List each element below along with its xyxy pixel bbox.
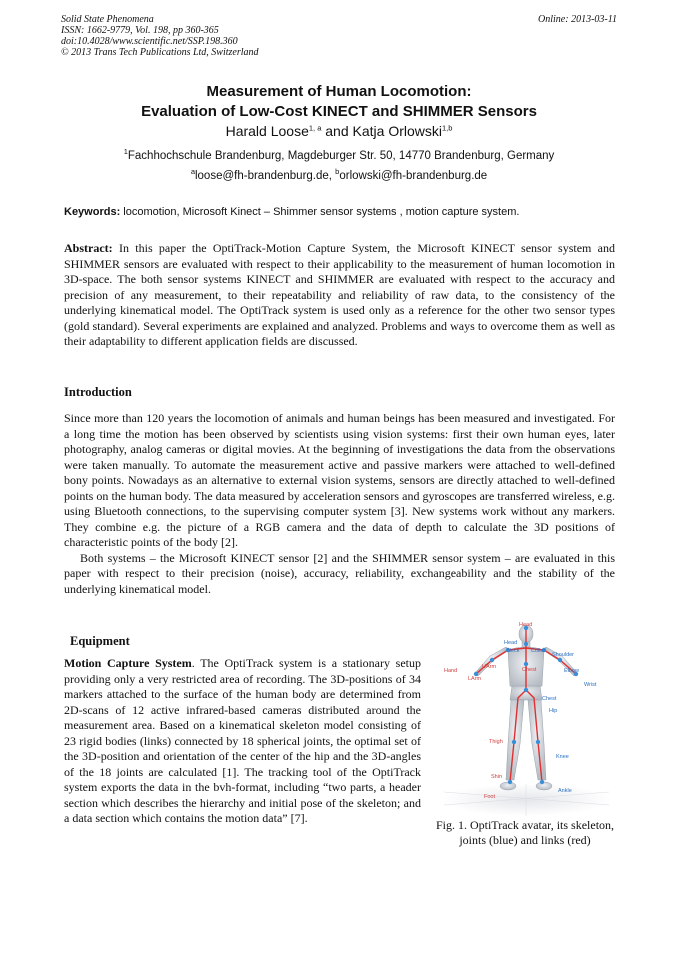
author-1-affil: 1, a: [308, 123, 322, 133]
paper-title: [40, 82, 638, 122]
journal-header: [61, 14, 617, 58]
motion-capture-paragraph: [64, 656, 421, 827]
optitrack-avatar-figure: [434, 620, 614, 820]
label-foot: Foot: [484, 794, 496, 800]
affiliation-number: 1: [123, 147, 128, 157]
title-line-1: Measurement of Human Locomotion:: [206, 83, 472, 100]
label-head: Head: [504, 640, 518, 646]
label-knee: Knee: [556, 754, 569, 760]
author-2: and Katja Orlowski: [321, 123, 442, 139]
affiliation: [40, 147, 638, 162]
label-hand: Hand: [444, 668, 458, 674]
online-date: Online: 2013-03-11: [538, 14, 617, 25]
figure-caption: Fig. 1. OptiTrack avatar, its skeleton, joints (blue) and links (red): [435, 818, 615, 847]
affiliation-text: Fachhochschule Brandenburg, Magdeburger Str. 50, 14770 Brandenburg, Germany: [127, 150, 555, 162]
keywords: [64, 206, 624, 218]
abstract-label: Abstract:: [64, 241, 113, 255]
label-shin: Shin: [491, 774, 503, 780]
keywords-text: locomotion, Microsoft Kinect – Shimmer sensor systems , motion capture system.: [120, 206, 520, 218]
motion-capture-text: . The OptiTrack system is a stationary setup providing only a very restricted area of recording. The 3D-positions of 34 markers attached to the surface of the human body are determined from 2D-scans of 12 active infrared-based cameras distributed around the measurement area. Based on a kinematical skeleton model consisting of 23 rigid bodies (links) connected by 18 spherical joints, the optimal set of the 3D-position and orientation of the center of the hip and the 3D-angles of the 18 joints are calculated [1]. The tracking tool of the OptiTrack system exports the data in the bvh-format, including “two parts, a header section which describes the hierarchy and initial pose of the skeleton; and a data section which contains the motion data” [7].: [64, 656, 421, 825]
email-b-marker: b: [335, 167, 340, 177]
author-1: Harald Loose: [225, 123, 309, 139]
email-a: loose@fh-brandenburg.de,: [194, 170, 336, 182]
email-b: orlowski@fh-brandenburg.de: [339, 170, 488, 182]
journal-name: Solid State Phenomena: [61, 14, 154, 25]
title-line-2: Evaluation of Low-Cost KINECT and SHIMMER Sensors: [141, 103, 537, 120]
author-2-affil: 1,b: [441, 123, 453, 133]
keywords-label: Keywords:: [64, 206, 121, 218]
label-chest-top: Chest: [522, 667, 537, 673]
email-a-marker: a: [190, 167, 195, 177]
label-ankle: Ankle: [558, 788, 572, 794]
introduction-body: [64, 411, 615, 597]
label-head-top: Head: [519, 622, 533, 628]
label-elbow: Elbow: [564, 668, 579, 674]
label-larm: LArm: [468, 676, 482, 682]
label-shoulder: Shoulder: [552, 652, 575, 658]
label-neck: Neck: [507, 648, 520, 654]
equipment-heading: Equipment: [70, 634, 130, 648]
introduction-paragraph-1: Since more than 120 years the locomotion of animals and human beings has been measured and investigated. For a long time the motion has been observed by scientists using vision systems: first their own human eyes, later photography, analog cameras or digital movies. At the beginning of investigations the data from the observations were taken manually. To automate the measurement active and passive markers were attached to well-defined bony points. Nowadays as an alternative to external vision systems, sensors are directly attached to well-defined points on the human body. The data measured by acceleration sensors and gyroscopes are transferred wireless, e.g. using Bluetooth connections, to the supervising computer system [3]. New systems work without any markers. They combine e.g. the picture of a RGB camera and the data of depth to calculate the 3D positions of characteristic points of the body [2].: [64, 411, 615, 549]
abstract-text: In this paper the OptiTrack-Motion Capture System, the Microsoft KINECT sensor system and SHIMMER sensors are evaluated with respect to their applicability to the measurement of human locomotion in 3D-space. The both sensor systems KINECT and SHIMMER are evaluated with respect to the accuracy and precision of any measurement, to their repeatability and reliability of raw data, to the consistency of the underlying kinematical model. The OptiTrack system is used only as a reference for the other two sensor types (gold standard). Several experiments are explained and analyzed. Problems and ways to overcome them as well as their adaptability to different application fields are discussed.: [64, 241, 615, 348]
label-hip: Hip: [549, 708, 558, 714]
label-wrist: Wrist: [584, 682, 597, 688]
journal-issn: ISSN: 1662-9779, Vol. 198, pp 360-365: [61, 25, 219, 36]
journal-copyright: © 2013 Trans Tech Publications Ltd, Switzerland: [61, 47, 259, 58]
introduction-paragraph-2: Both systems – the Microsoft KINECT sensor [2] and the SHIMMER sensor system – are evaluated in this paper with respect to their precision (noise), accuracy, reliability, exchangeability and the stability of the underlying kinematical model.: [64, 550, 615, 596]
label-thigh: Thigh: [489, 739, 503, 745]
motion-capture-label: Motion Capture System: [64, 656, 192, 670]
author-emails: [40, 167, 638, 182]
label-chest: Chest: [542, 696, 557, 702]
abstract: [64, 241, 615, 350]
introduction-heading: Introduction: [64, 385, 132, 399]
label-collar: Collar: [531, 648, 546, 654]
author-list: [40, 123, 638, 139]
label-uarm: UArm: [482, 664, 497, 670]
journal-doi: doi:10.4028/www.scientific.net/SSP.198.360: [61, 36, 238, 47]
